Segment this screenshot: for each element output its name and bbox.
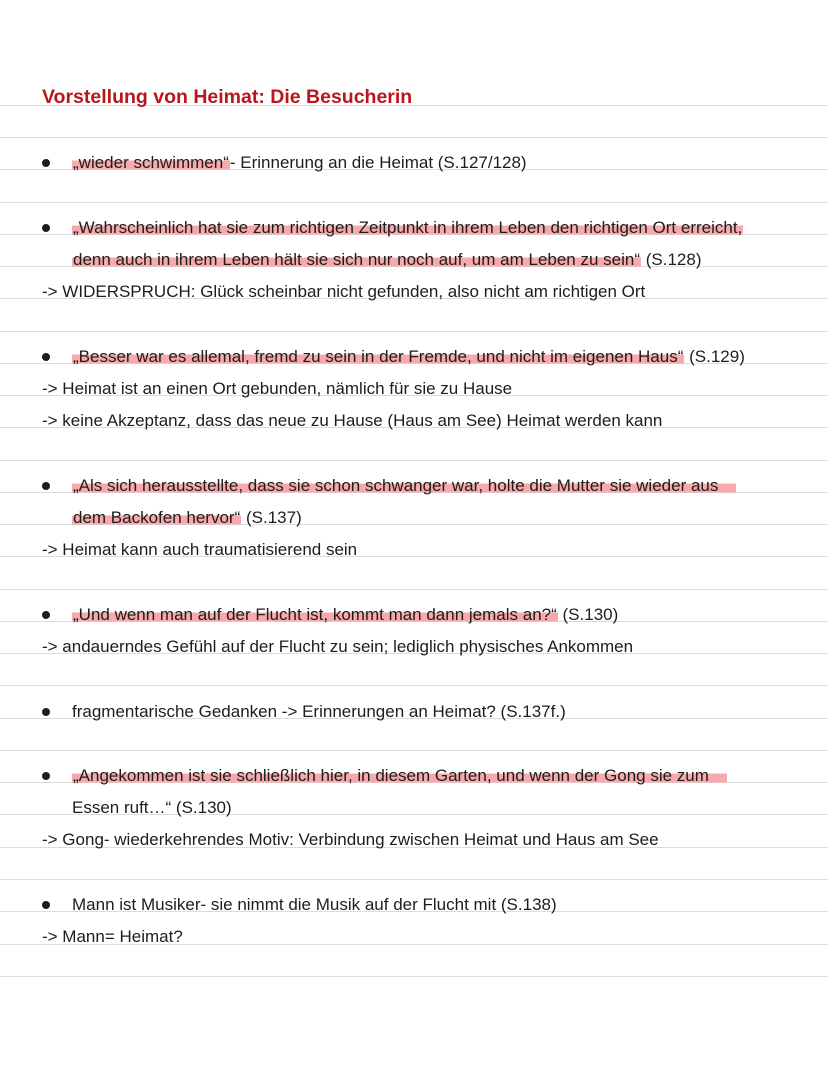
bullet-dot-icon [42, 611, 50, 619]
ruled-line [0, 137, 828, 138]
bullet-item [0, 603, 828, 627]
arrow-note [0, 635, 828, 659]
ruled-line [0, 589, 828, 590]
bullet-text [72, 603, 618, 627]
arrow-note [0, 409, 828, 433]
ruled-line [0, 879, 828, 880]
page-reference: (S.137) [245, 508, 302, 527]
bullet-dot-icon [42, 482, 50, 490]
bullet-dot-icon [42, 901, 50, 909]
bullet-text [72, 764, 727, 788]
bullet-rest: - Erinnerung an die Heimat (S.127/128) [229, 153, 527, 172]
ruled-line [0, 685, 828, 686]
note-text: -> Heimat kann auch traumatisierend sein [42, 540, 358, 559]
highlighted-quote: „Angekommen ist sie schließlich hier, in diesem Garten, und wenn der Gong sie zum [72, 766, 727, 785]
bullet-dot-icon [42, 772, 50, 780]
bullet-dot-icon [42, 224, 50, 232]
ruled-line [0, 750, 828, 751]
bullet-text [72, 345, 745, 369]
arrow-note [0, 828, 828, 852]
bullet-text: Mann ist Musiker- sie nimmt die Musik auf der Flucht mit (S.138) [72, 895, 557, 914]
page-reference: (S.128) [645, 250, 702, 269]
bullet-continuation [0, 506, 828, 530]
arrow-note [0, 280, 828, 304]
bullet-dot-icon [42, 708, 50, 716]
bullet-dot-icon [42, 159, 50, 167]
bullet-item [0, 764, 828, 788]
highlighted-quote: „Und wenn man auf der Flucht ist, kommt man dann jemals an?“ [73, 605, 557, 624]
bullet-text [72, 474, 736, 498]
bullet-continuation [0, 248, 828, 272]
bullet-text [72, 506, 302, 530]
bullet-text [72, 151, 527, 175]
bullet-continuation [0, 796, 828, 820]
page-title: Vorstellung von Heimat: Die Besucherin [42, 86, 413, 108]
bullet-dot-icon [42, 353, 50, 361]
note-text: -> andauerndes Gefühl auf der Flucht zu sein; lediglich physisches Ankommen [42, 637, 634, 656]
note-text: -> Gong- wiederkehrendes Motiv: Verbindung zwischen Heimat und Haus am See [42, 830, 659, 849]
arrow-note [0, 538, 828, 562]
highlighted-quote: denn auch in ihrem Leben hält sie sich nur noch auf, um am Leben zu sein“ [73, 250, 641, 269]
bullet-item [0, 216, 828, 240]
bullet-text [72, 248, 702, 272]
bullet-text: Essen ruft…“ (S.130) [72, 798, 232, 817]
highlighted-quote: „wieder schwimmen“ [73, 153, 229, 172]
bullet-item [0, 151, 828, 175]
highlighted-quote: dem Backofen hervor“ [73, 508, 241, 527]
ruled-line [0, 202, 828, 203]
arrow-note [0, 925, 828, 949]
page-reference: (S.130) [562, 605, 619, 624]
note-text: -> WIDERSPRUCH: Glück scheinbar nicht gefunden, also nicht am richtigen Ort [42, 282, 646, 301]
arrow-note [0, 377, 828, 401]
bullet-item [0, 700, 828, 724]
highlighted-quote: „Als sich herausstellte, dass sie schon schwanger war, holte die Mutter sie wieder aus [72, 476, 736, 495]
ruled-line [0, 976, 828, 977]
ruled-line [0, 331, 828, 332]
page-reference: (S.129) [689, 347, 745, 366]
highlighted-quote: „Besser war es allemal, fremd zu sein in der Fremde, und nicht im eigenen Haus“ [73, 347, 684, 366]
ruled-line [0, 460, 828, 461]
note-text: -> Heimat ist an einen Ort gebunden, nämlich für sie zu Hause [42, 379, 513, 398]
note-text: -> Mann= Heimat? [42, 927, 183, 946]
bullet-text: fragmentarische Gedanken -> Erinnerungen an Heimat? (S.137f.) [72, 702, 566, 721]
note-text: -> keine Akzeptanz, dass das neue zu Hause (Haus am See) Heimat werden kann [42, 411, 663, 430]
bullet-item [0, 893, 828, 917]
bullet-text [72, 216, 743, 240]
highlighted-quote: „Wahrscheinlich hat sie zum richtigen Zeitpunkt in ihrem Leben den richtigen Ort erreicht, [73, 218, 743, 237]
bullet-item [0, 474, 828, 498]
bullet-item [0, 345, 828, 369]
